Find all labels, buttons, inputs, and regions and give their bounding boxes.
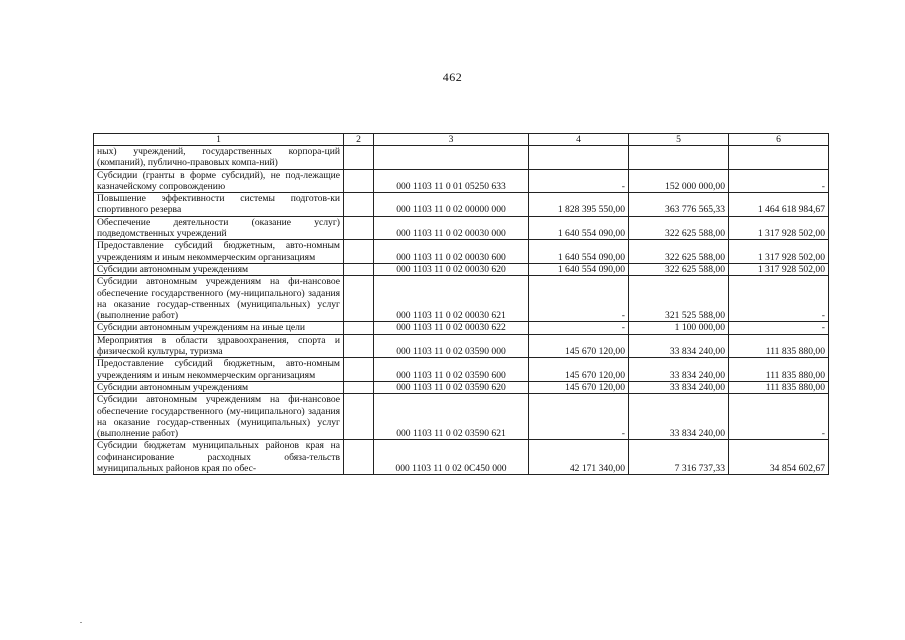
row-column-4-cell: - <box>529 322 629 334</box>
column-header-3: 3 <box>374 134 529 146</box>
table-row <box>94 322 829 334</box>
row-column-6-cell: 1 317 928 502,00 <box>729 216 829 240</box>
table-row <box>94 240 829 264</box>
table-row <box>94 358 829 382</box>
column-header-6: 6 <box>729 134 829 146</box>
row-name-cell: Субсидии автономным учреждениям <box>94 381 344 393</box>
row-column-6-cell <box>729 146 829 170</box>
row-column-2-cell <box>344 322 374 334</box>
row-column-4-cell: 1 640 554 090,00 <box>529 240 629 264</box>
row-column-5-cell: 1 100 000,00 <box>629 322 729 334</box>
row-code-cell: 000 1103 11 0 02 0С450 000 <box>374 440 529 475</box>
row-column-2-cell <box>344 394 374 440</box>
row-column-5-cell: 33 834 240,00 <box>629 358 729 382</box>
row-column-2-cell <box>344 169 374 193</box>
table-row <box>94 146 829 170</box>
row-name-cell: Субсидии (гранты в форме субсидий), не под-лежащие казначейскому сопровождению <box>94 169 344 193</box>
row-column-4-cell: 145 670 120,00 <box>529 358 629 382</box>
row-column-2-cell <box>344 276 374 322</box>
row-column-5-cell: 7 316 737,33 <box>629 440 729 475</box>
table-row <box>94 263 829 275</box>
row-name-cell: Обеспечение деятельности (оказание услуг) подведомственных учреждений <box>94 216 344 240</box>
row-column-6-cell: - <box>729 276 829 322</box>
row-name-cell: ных) учреждений, государственных корпора-ций (компаний), публично-правовых компа-ний) <box>94 146 344 170</box>
row-column-4-cell: 145 670 120,00 <box>529 381 629 393</box>
row-column-5-cell: 322 625 588,00 <box>629 263 729 275</box>
row-code-cell: 000 1103 11 0 01 05250 633 <box>374 169 529 193</box>
row-column-5-cell: 33 834 240,00 <box>629 394 729 440</box>
row-column-4-cell: - <box>529 276 629 322</box>
row-column-2-cell <box>344 440 374 475</box>
row-column-5-cell: 321 525 588,00 <box>629 276 729 322</box>
row-column-5-cell: 33 834 240,00 <box>629 381 729 393</box>
row-column-2-cell <box>344 240 374 264</box>
row-code-cell: 000 1103 11 0 02 03590 620 <box>374 381 529 393</box>
column-header-5: 5 <box>629 134 729 146</box>
row-column-2-cell <box>344 334 374 358</box>
column-header-4: 4 <box>529 134 629 146</box>
row-name-cell: Субсидии автономным учреждениям <box>94 263 344 275</box>
row-name-cell: Субсидии автономным учреждениям на фи-нансовое обеспечение государственного (му-ниципального) задания на оказание государ-ственных (муниципальных) услуг (выполнение работ) <box>94 394 344 440</box>
row-code-cell: 000 1103 11 0 02 03590 600 <box>374 358 529 382</box>
row-column-6-cell: 111 835 880,00 <box>729 381 829 393</box>
row-column-4-cell <box>529 146 629 170</box>
budget-table <box>93 133 829 475</box>
row-code-cell: 000 1103 11 0 02 00030 600 <box>374 240 529 264</box>
row-code-cell: 000 1103 11 0 02 00030 621 <box>374 276 529 322</box>
row-code-cell <box>374 146 529 170</box>
row-column-5-cell: 322 625 588,00 <box>629 240 729 264</box>
row-column-5-cell <box>629 146 729 170</box>
row-column-6-cell: 34 854 602,67 <box>729 440 829 475</box>
row-code-cell: 000 1103 11 0 02 03590 621 <box>374 394 529 440</box>
column-header-2: 2 <box>344 134 374 146</box>
row-column-2-cell <box>344 358 374 382</box>
table-row <box>94 216 829 240</box>
table-row <box>94 169 829 193</box>
row-code-cell: 000 1103 11 0 02 00030 620 <box>374 263 529 275</box>
table-row <box>94 381 829 393</box>
row-column-6-cell: 1 317 928 502,00 <box>729 240 829 264</box>
row-name-cell: Повышение эффективности системы подготов-ки спортивного резерва <box>94 193 344 217</box>
row-column-4-cell: 1 640 554 090,00 <box>529 263 629 275</box>
row-column-5-cell: 33 834 240,00 <box>629 334 729 358</box>
row-column-5-cell: 152 000 000,00 <box>629 169 729 193</box>
row-code-cell: 000 1103 11 0 02 03590 000 <box>374 334 529 358</box>
column-header-1: 1 <box>94 134 344 146</box>
row-column-6-cell: - <box>729 169 829 193</box>
row-column-5-cell: 322 625 588,00 <box>629 216 729 240</box>
row-name-cell: Предоставление субсидий бюджетным, авто-номным учреждениям и иным некоммерческим организациям <box>94 240 344 264</box>
row-column-2-cell <box>344 193 374 217</box>
row-name-cell: Субсидии бюджетам муниципальных районов края на софинансирование расходных обяза-тельств муниципальных районов края по обес- <box>94 440 344 475</box>
row-code-cell: 000 1103 11 0 02 00030 622 <box>374 322 529 334</box>
scan-speck <box>80 622 82 623</box>
row-name-cell: Предоставление субсидий бюджетным, авто-номным учреждениям и иным некоммерческим организациям <box>94 358 344 382</box>
row-name-cell: Субсидии автономным учреждениям на фи-нансовое обеспечение государственного (му-ниципального) задания на оказание государ-ственных (муниципальных) услуг (выполнение работ) <box>94 276 344 322</box>
row-column-6-cell: 1 317 928 502,00 <box>729 263 829 275</box>
row-column-4-cell: 1 828 395 550,00 <box>529 193 629 217</box>
page-number: 462 <box>442 70 463 84</box>
table-body <box>94 146 829 475</box>
table-row <box>94 334 829 358</box>
table-row <box>94 394 829 440</box>
row-column-6-cell: - <box>729 394 829 440</box>
row-column-6-cell: 111 835 880,00 <box>729 358 829 382</box>
row-column-4-cell: 42 171 340,00 <box>529 440 629 475</box>
table-row <box>94 276 829 322</box>
row-column-2-cell <box>344 146 374 170</box>
row-column-6-cell: 1 464 618 984,67 <box>729 193 829 217</box>
row-name-cell: Субсидии автономным учреждениям на иные цели <box>94 322 344 334</box>
row-name-cell: Мероприятия в области здравоохранения, спорта и физической культуры, туризма <box>94 334 344 358</box>
row-column-5-cell: 363 776 565,33 <box>629 193 729 217</box>
row-column-2-cell <box>344 263 374 275</box>
row-code-cell: 000 1103 11 0 02 00000 000 <box>374 193 529 217</box>
row-column-6-cell: 111 835 880,00 <box>729 334 829 358</box>
row-column-4-cell: - <box>529 394 629 440</box>
row-column-4-cell: 1 640 554 090,00 <box>529 216 629 240</box>
row-column-2-cell <box>344 216 374 240</box>
row-code-cell: 000 1103 11 0 02 00030 000 <box>374 216 529 240</box>
row-column-6-cell: - <box>729 322 829 334</box>
row-column-4-cell: 145 670 120,00 <box>529 334 629 358</box>
row-column-4-cell: - <box>529 169 629 193</box>
table-row <box>94 440 829 475</box>
table-header-row <box>94 134 829 146</box>
row-column-2-cell <box>344 381 374 393</box>
table-row <box>94 193 829 217</box>
